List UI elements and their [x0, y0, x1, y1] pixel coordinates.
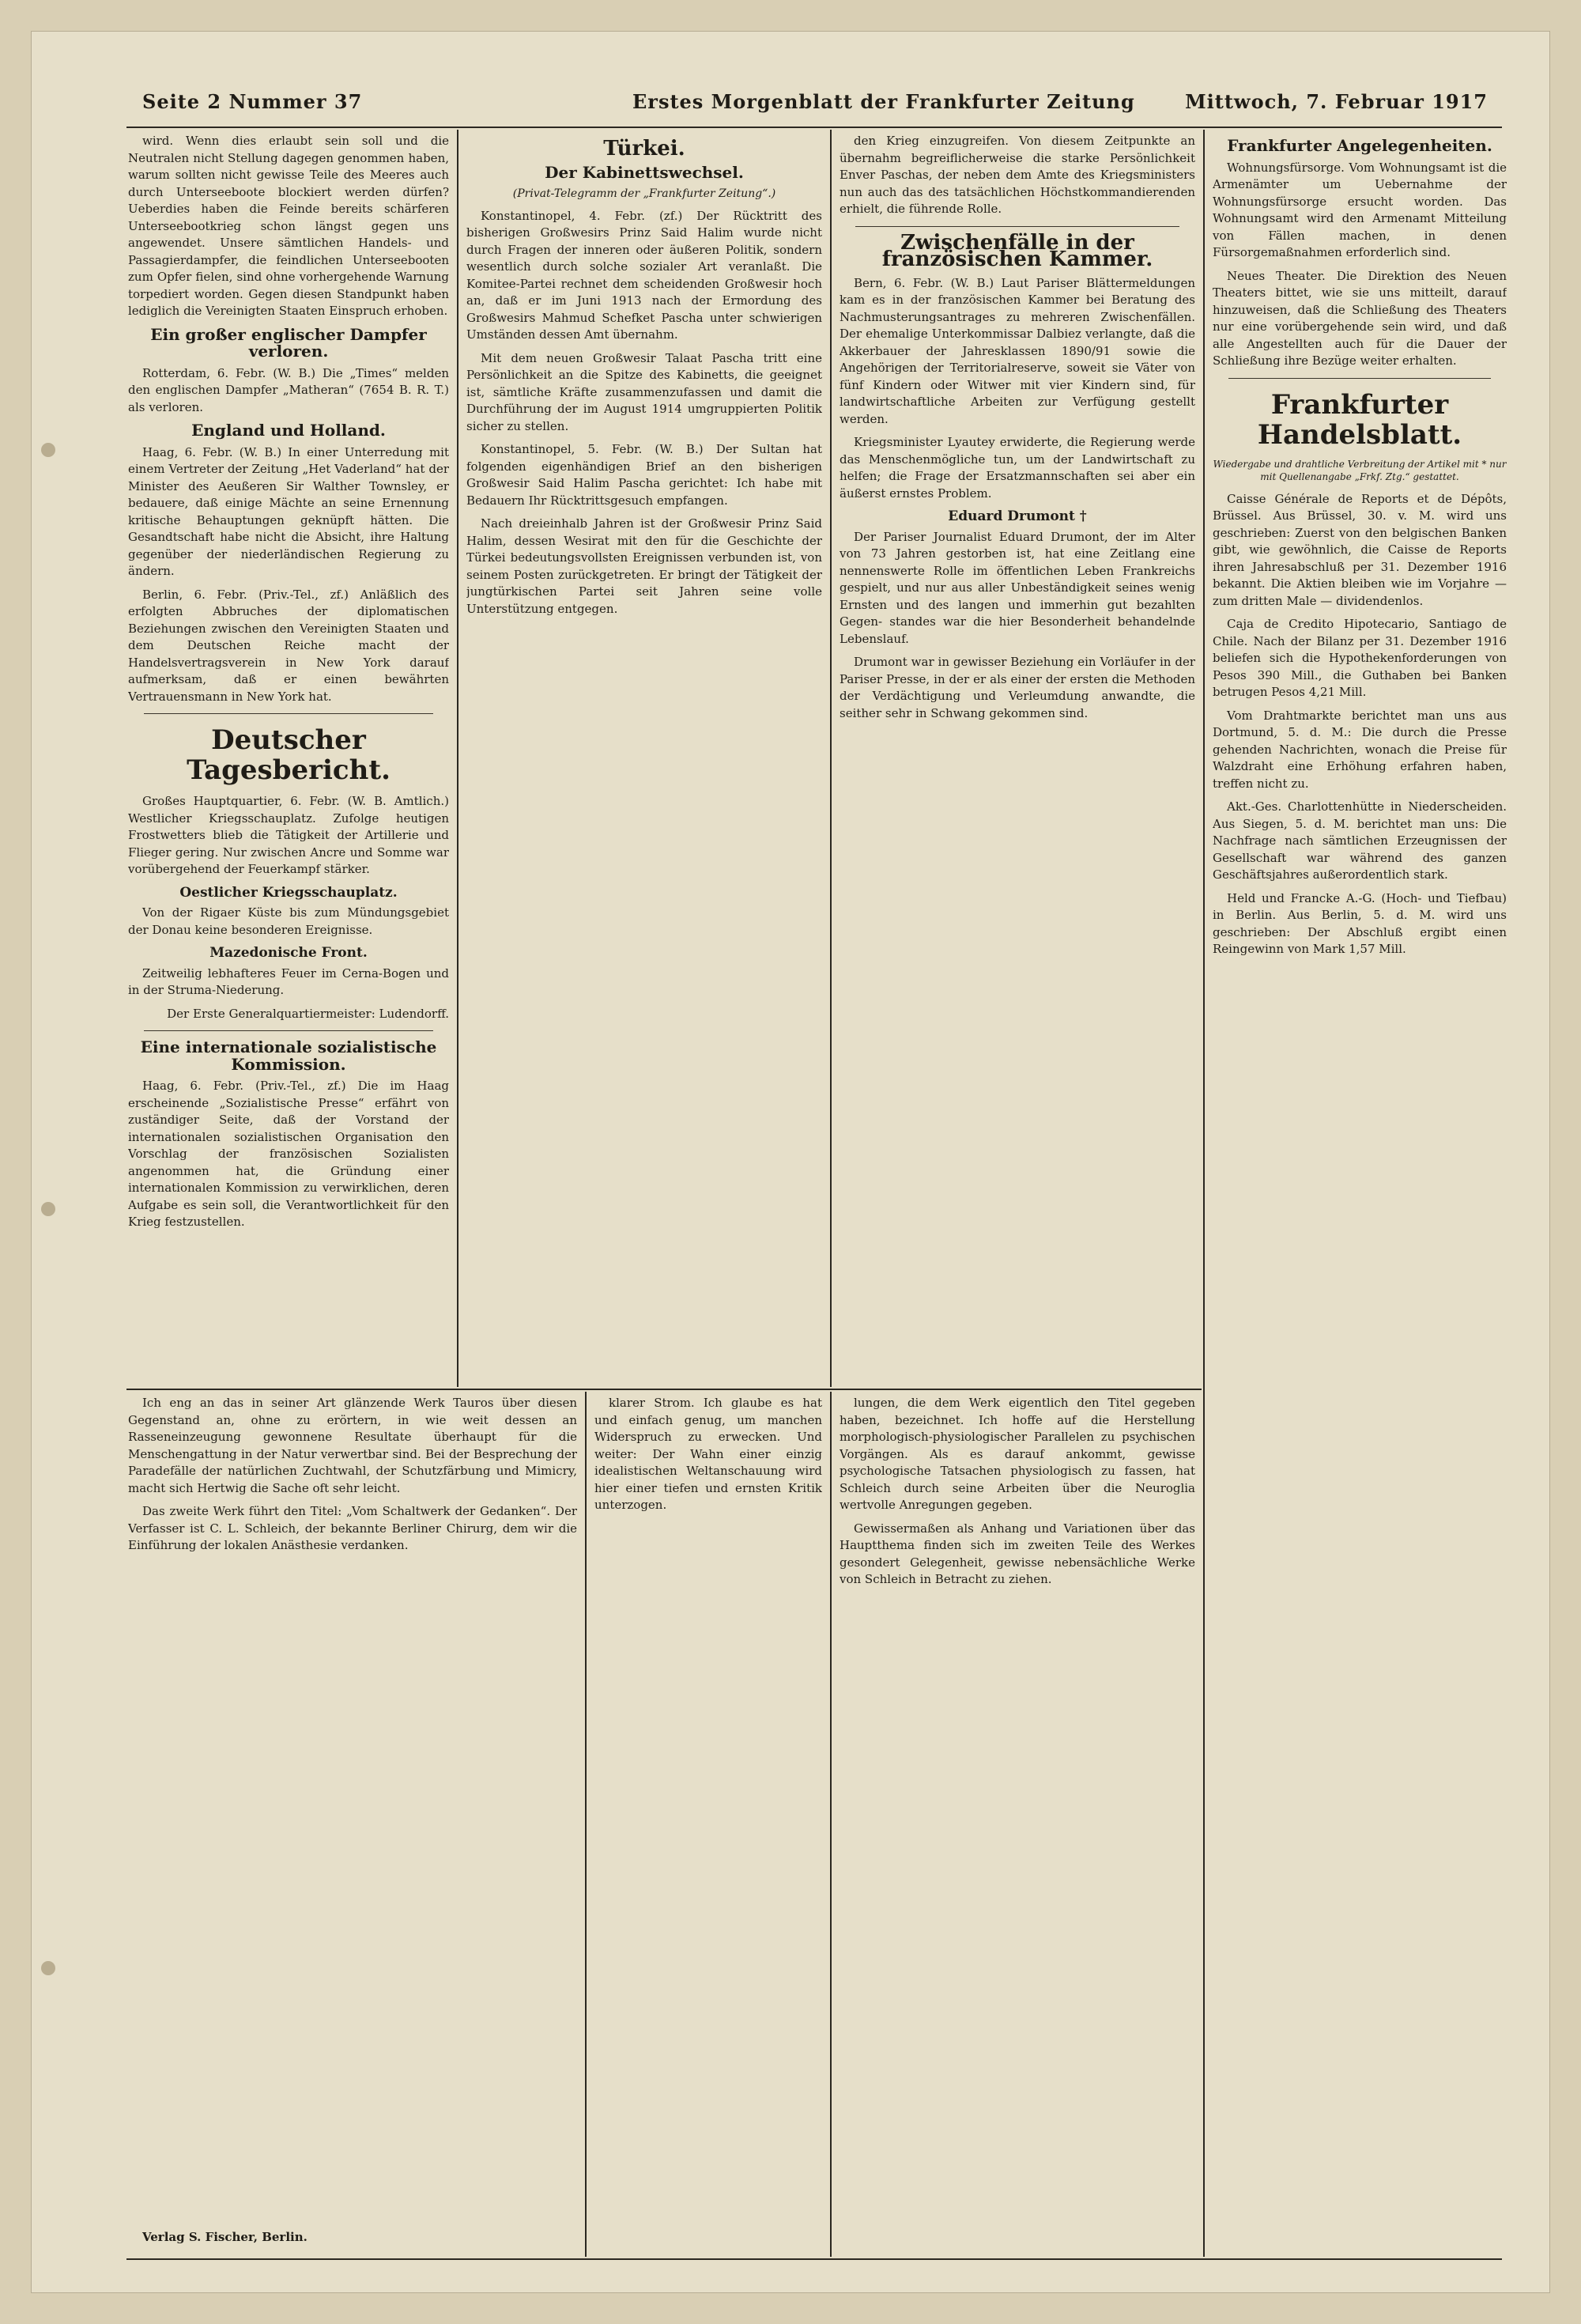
subheading: Mazedonische Front.	[209, 945, 368, 961]
article-text: Akt.-Ges. Charlottenhütte in Niederscheiden. Aus Siegen, 5. d. M. berichtet man uns: Die Nachfrage nach sämtlichen Erzeugnissen der Gesellschaft war während des ganzen Geschäftsjahres außerordentlich stark.	[1213, 799, 1507, 882]
newspaper-page	[32, 32, 1549, 2292]
divider	[855, 226, 1179, 227]
article-text: Berlin, 6. Febr. (Priv.-Tel., zf.) Anläßlich des erfolgten Abbruches der diplomatischen Beziehungen zwischen den Vereinigten Staaten und dem Deutschen Reiche macht der Handelsvertragsverein in New York darauf aufmerksam, daß er einen bewährten Vertrauensmann in New York hat.	[128, 587, 449, 704]
article-text: Konstantinopel, 4. Febr. (zf.) Der Rücktritt des bisherigen Großwesirs Prinz Said Halim wurde nicht durch Fragen der inneren oder äußeren Politik, sondern wesentlich durch solche sozialer Art veranlaßt. Die Komitee-Partei rechnet dem scheidenden Großwesir hoch an, daß er im Juni 1913 nach der Ermordung des Großwesirs Mahmud Schefket Pascha unter schwierigen Umständen dessen Amt übernahm.	[466, 208, 822, 342]
headline: Ein großer englischer Dampfer verloren.	[150, 324, 427, 361]
header-rule	[126, 127, 1502, 128]
column-rule	[1203, 130, 1205, 2257]
column-rule	[585, 1392, 587, 2257]
article-text: Das zweite Werk führt den Titel: „Vom Schaltwerk der Gedanken“. Der Verfasser ist C. L. Schleich, der bekannte Berliner Chirurg, dem wir die Einführung der lokalen Anästhesie verdanken.	[128, 1504, 577, 1552]
subheading: Der Kabinettswechsel.	[545, 162, 744, 182]
article-text: lungen, die dem Werk eigentlich den Titel gegeben haben, bezeichnet. Ich hoffe auf die Herstellung morphologisch-physiologischer Parallelen zu psychischen Vorgängen. Als es darauf ankommt, gewisse psychologische Tatsachen physiologisch zu fassen, hat Schleich durch seine Arbeiten über die Neuroglia wertvolle Anregungen gegeben.	[840, 1396, 1195, 1512]
column-rule	[830, 130, 832, 1387]
reprint-note: Wiedergabe und drahtliche Verbreitung der Artikel mit * nur mit Quellenangabe „Frkf. Ztg.“ gestattet.	[1213, 458, 1507, 482]
masthead: Erstes Morgenblatt der Frankfurter Zeitung	[632, 90, 1135, 113]
headline: Frankfurter Angelegenheiten.	[1227, 136, 1492, 155]
column-4	[1213, 133, 1507, 2252]
page-header	[32, 79, 1549, 127]
article-text: Neues Theater. Die Direktion des Neuen Theaters bittet, wie sie uns mitteilt, darauf hinzuweisen, daß die Schließung des Theaters nur eine vorübergehende sein wird, und daß alle Angestellten auch für die Dauer der Schließung ihre Bezüge weiter erhalten.	[1213, 268, 1507, 368]
article-text: Großes Hauptquartier, 6. Febr. (W. B. Amtlich.) Westlicher Kriegsschauplatz. Zufolge heutigen Frostwetters blieb die Tätigkeit der Artillerie und Flieger gering. Nur zwischen Ancre und Somme war vorübergehend der Feuerkampf stärker.	[128, 794, 449, 876]
footer-rule	[126, 2258, 1502, 2260]
article-text: Vom Drahtmarkte berichtet man uns aus Dortmund, 5. d. M.: Die durch die Presse gehenden Nachrichten, wonach die Preise für Walzdraht eine Erhöhung erfahren haben, treffen nicht zu.	[1213, 708, 1507, 791]
dateline: (Privat-Telegramm der „Frankfurter Zeitung“.)	[512, 187, 776, 200]
article-text: Kriegsminister Lyautey erwiderte, die Regierung werde das Menschenmögliche tun, um der Landwirtschaft zu helfen; die Frage der Ersatzmannschaften sei aber ein äußerst ernstes Problem.	[840, 435, 1195, 501]
article-text: Der Pariser Journalist Eduard Drumont, der im Alter von 73 Jahren gestorben ist, hat eine Zeitlang eine nennenswerte Rolle im öffentlichen Leben Frankreichs gespielt, und nur aus aller Unbeständigkeit seines wenig Ernsten und des langen und immerhin gut bezahlten Gegen- standes war die hier Besonderheit behandelnde Lebenslauf.	[840, 529, 1195, 646]
article-text: Gewissermaßen als Anhang und Variationen über das Hauptthema finden sich im zweiten Teile des Werkes gesondert Gelegenheit, gewisse nebensächliche Werke von Schleich in Betracht zu ziehen.	[840, 1521, 1195, 1586]
feuilleton-column-2	[594, 1395, 822, 2249]
binding-hole	[41, 443, 55, 457]
article-text: Rotterdam, 6. Febr. (W. B.) Die „Times“ melden den englischen Dampfer „Matheran“ (7654 B. R. T.) als verloren.	[128, 365, 449, 414]
article-text: Wohnungsfürsorge. Vom Wohnungsamt ist die Armenämter um Uebernahme der Wohnungsfürsorge ersucht worden. Das Wohnungsamt wird den Armenamt Mitteilung von Fällen machen, in denen Fürsorgemaßnahmen erforderlich sind.	[1213, 160, 1507, 259]
section-rule	[126, 1389, 1202, 1390]
column-3	[840, 133, 1195, 1385]
article-text: Mit dem neuen Großwesir Talaat Pascha tritt eine Persönlichkeit an die Spitze des Kabinetts, die geeignet ist, sämtliche Kräfte zusammenzufassen und damit die Durchführung der im August 1914 umgruppierten Politik sicher zu stellen.	[466, 350, 822, 433]
article-text: Haag, 6. Febr. (W. B.) In einer Unterredung mit einem Vertreter der Zeitung „Het Vaderland“ hat der Minister des Aeußeren Sir Walther Townsley, er bedauere, daß einige Mächte an seine Ernennung kritische Behauptungen geknüpft hätten. Die Gesandtschaft habe nicht die Absicht, ihre Haltung gegenüber der niederländischen Regierung zu ändern.	[128, 444, 449, 578]
article-text: Haag, 6. Febr. (Priv.-Tel., zf.) Die im Haag erscheinende „Sozialistische Presse“ erfährt von zuständiger Seite, daß der Vorstand der internationalen sozialistischen Organisation den Vorschlag der französischen Sozialisten angenommen hat, die Gründung einer internationalen Kommission zu verwirklichen, deren Aufgabe es sein soll, die Verantwortlichkeit für den Krieg festzustellen.	[128, 1079, 449, 1229]
headline: Eine internationale sozialistische Kommission.	[140, 1037, 437, 1074]
feuilleton-column-1	[128, 1395, 577, 2249]
headline-large: Frankfurter Handelsblatt.	[1257, 388, 1462, 451]
article-text: Held und Francke A.-G. (Hoch- und Tiefbau) in Berlin. Aus Berlin, 5. d. M. wird uns geschrieben: Der Abschluß ergibt einen Reingewinn von Mark 1,57 Mill.	[1213, 890, 1507, 956]
subheading: Eduard Drumont †	[948, 508, 1087, 524]
headline-large: Deutscher Tagesbericht.	[187, 724, 391, 786]
column-1	[128, 133, 449, 1385]
article-text: Nach dreieinhalb Jahren ist der Großwesir Prinz Said Halim, dessen Wesirat mit den für die Geschichte der Türkei bedeutungsvollsten Ereignissen verbunden ist, von seinem Posten zurückgetreten. Er bringt der Tätigkeit der jungtürkischen Partei seit Jahren seine volle Unterstützung entgegen.	[466, 516, 822, 616]
column-rule	[830, 1392, 832, 2257]
article-text: den Krieg einzugreifen. Von diesem Zeitpunkte an übernahm begreiflicherweise die starke Persönlichkeit Enver Paschas, der neben dem Amte des Kriegsministers nun auch das des tatsächlichen Höchstkommandierenden erhielt, die führende Rolle.	[840, 134, 1195, 216]
headline: Türkei.	[603, 137, 685, 161]
article-text: Caja de Credito Hipotecario, Santiago de Chile. Nach der Bilanz per 31. Dezember 1916 beliefen sich die Hypothekenforderungen von Pesos 390 Mill., die Guthaben bei Banken betrugen Pesos 4,21 Mill.	[1213, 617, 1507, 699]
binding-hole	[41, 1961, 55, 1975]
divider	[144, 1030, 433, 1031]
article-text: Bern, 6. Febr. (W. B.) Laut Pariser Blättermeldungen kam es in der französischen Kammer bei Beratung des Nachmusterungsantrages zu mehreren Zwischenfällen. Der ehemalige Unterkommissar Dalbiez verlangte, daß die Akkerbauer der Jahresklassen 1890/91 sowie die Angehörigen der Territorialreserve, soweit sie Väter von fünf Kindern oder Witwer mit vier Kindern sind, für landwirtschaftliche Arbeiten zur Verfügung gestellt werden.	[840, 275, 1195, 426]
publisher-footer: Verlag S. Fischer, Berlin.	[142, 2230, 308, 2244]
article-text: Zeitweilig lebhafteres Feuer im Cerna-Bogen und in der Struma-Niederung.	[128, 965, 449, 997]
headline: England und Holland.	[191, 421, 386, 440]
article-text: Konstantinopel, 5. Febr. (W. B.) Der Sultan hat folgenden eigenhändigen Brief an den bisherigen Großwesir Said Halim Pascha gerichtet: Ich habe mit Bedauern Ihr Rücktrittsgesuch empfangen.	[466, 442, 822, 508]
binding-hole	[41, 1202, 55, 1216]
page-number: Seite 2 Nummer 37	[142, 90, 363, 113]
article-text: wird. Wenn dies erlaubt sein soll und die Neutralen nicht Stellung dagegen genommen haben, warum sollten nicht gewisse Teile des Meeres auch durch Unterseeboote blockiert werden dürfen? Ueberdies haben die Feinde bereits schärferen Unterseebootkrieg schon längst gegen uns angewendet. Unsere sämtlichen Handels- und Passagierdampfer, die feindlichen Unterseebooten zum Opfer fielen, sind ohne vorhergehende Warnung torpediert worden. Gegen diesen Standpunkt haben lediglich die Vereinigten Staaten Einspruch erhoben.	[128, 134, 449, 318]
column-2	[466, 133, 822, 1385]
article-text: Von der Rigaer Küste bis zum Mündungsgebiet der Donau keine besonderen Ereignisse.	[128, 905, 449, 937]
article-text: Drumont war in gewisser Beziehung ein Vorläufer in der Pariser Presse, in der er als einer der ersten die Methoden der Verdächtigung und Verleumdung anwandte, die seither sehr in Schwang gekommen sind.	[840, 655, 1195, 720]
issue-date: Mittwoch, 7. Februar 1917	[1185, 90, 1488, 113]
feuilleton-column-3	[840, 1395, 1195, 2249]
signature: Der Erste Generalquartiermeister: Ludendorff.	[167, 1006, 449, 1021]
headline: Zwischenfälle in der französischen Kammer.	[881, 230, 1153, 271]
column-rule	[457, 130, 458, 1387]
article-text: Caisse Générale de Reports et de Dépôts, Brüssel. Aus Brüssel, 30. v. M. wird uns geschrieben: Zuerst von den belgischen Banken gibt, wie gewöhnlich, die Caisse de Reports ihren Jahresabschluß per 31. Dezember 1916 bekannt. Die Aktien bleiben wie im Vorjahre — zum dritten Male — dividendenlos.	[1213, 491, 1507, 608]
article-text: klarer Strom. Ich glaube es hat und einfach genug, um manchen Widerspruch zu erwecken. Und weiter: Der Wahn einer einzig idealistischen Weltanschauung wird hier einer tiefen und ernsten Kritik unterzogen.	[594, 1396, 822, 1512]
subheading: Oestlicher Kriegsschauplatz.	[179, 884, 398, 901]
divider	[144, 713, 433, 714]
divider	[1228, 378, 1491, 379]
article-text: Ich eng an das in seiner Art glänzende Werk Tauros über diesen Gegenstand an, ohne zu erörtern, in wie weit dessen an Rasseneinzeugung gewonnene Resultate überhaupt für die Menschengattung in der Natur verwertbar sind. Bei der Besprechung der Paradefälle der natürlichen Zuchtwahl, der Schutzfärbung und Mimicry, macht sich Hertwig die Sache oft sehr leicht.	[128, 1396, 577, 1495]
